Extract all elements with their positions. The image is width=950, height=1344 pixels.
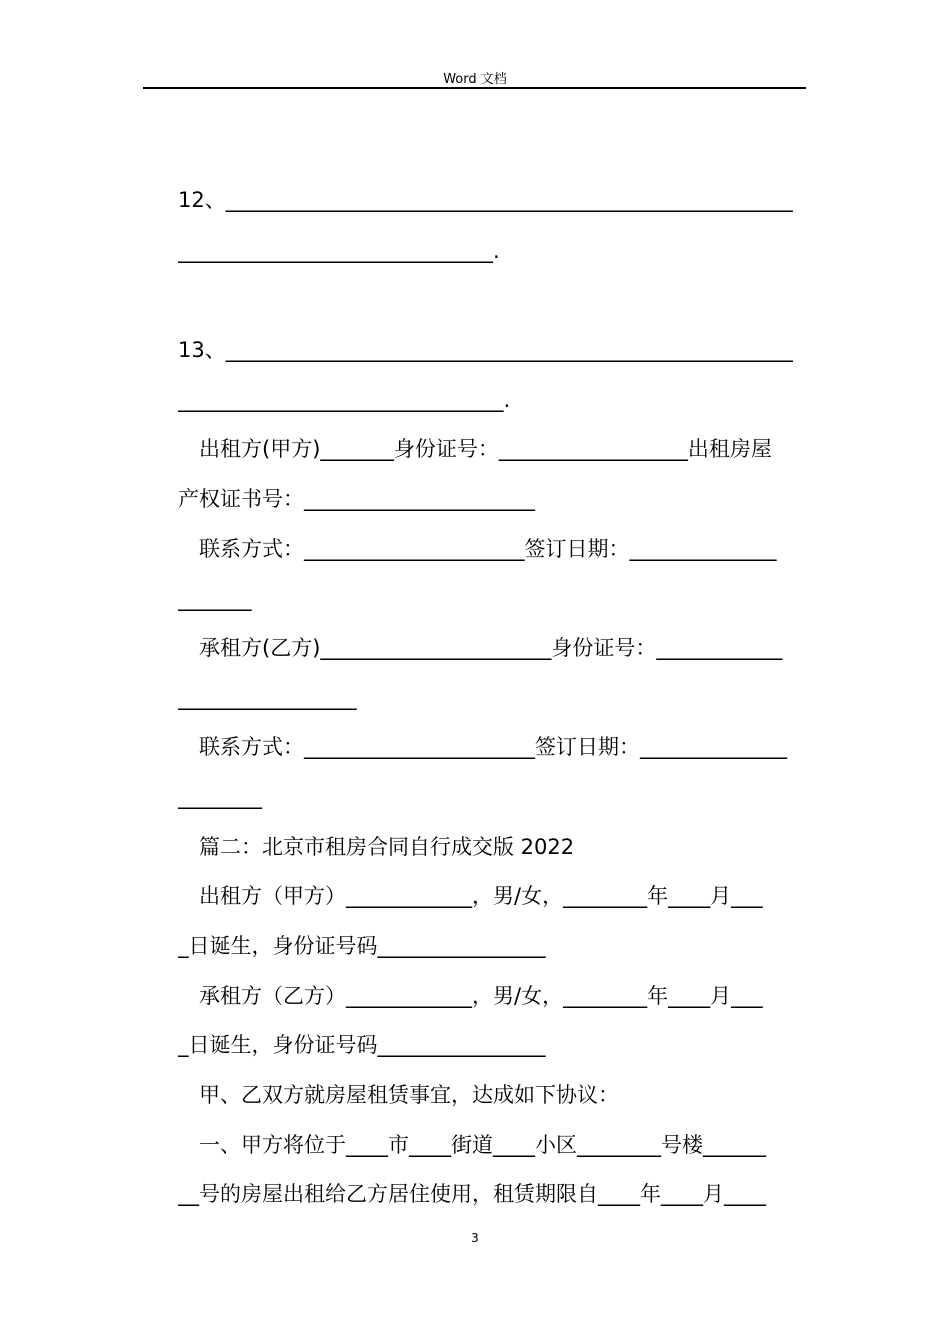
contract-line: _________________: [178, 686, 357, 710]
contract-line: __号的房屋出租给乙方居住使用，租赁期限自____年____月____: [178, 1182, 766, 1206]
contract-line: 一、甲方将位于____市____街道____小区________号楼______: [199, 1133, 766, 1157]
contract-line: _______________________________.: [178, 388, 511, 412]
contract-line: _日诞生，身份证号码________________: [178, 1033, 546, 1057]
contract-line: _日诞生，身份证号码________________: [178, 934, 546, 958]
contract-line: 甲、乙双方就房屋租赁事宜，达成如下协议：: [199, 1083, 619, 1107]
contract-line: 出租方（甲方）____________，男/女，________年____月___: [199, 884, 763, 908]
contract-line: ______________________________.: [178, 239, 500, 263]
contract-line: 联系方式：______________________签订日期：______________: [199, 735, 787, 759]
contract-line: 产权证书号：______________________: [178, 487, 535, 511]
contract-line: 联系方式：_____________________签订日期：______________: [199, 537, 777, 561]
page-number: 3: [471, 1231, 479, 1245]
header-title: Word 文档: [443, 72, 507, 87]
contract-line: _______: [178, 587, 252, 611]
contract-line: ________: [178, 785, 262, 809]
contract-line: 12、______________________________________________________: [178, 188, 793, 212]
contract-line: 13、______________________________________________________: [178, 338, 793, 362]
contract-line: 出租方(甲方)_______身份证号：__________________出租房屋: [199, 437, 772, 461]
header-divider: [143, 87, 806, 89]
section-title: 篇二：北京市租房合同自行成交版 2022: [199, 835, 575, 859]
contract-line: 承租方（乙方）____________，男/女，________年____月___: [199, 984, 763, 1008]
contract-line: 承租方(乙方)______________________身份证号：____________: [199, 636, 783, 660]
